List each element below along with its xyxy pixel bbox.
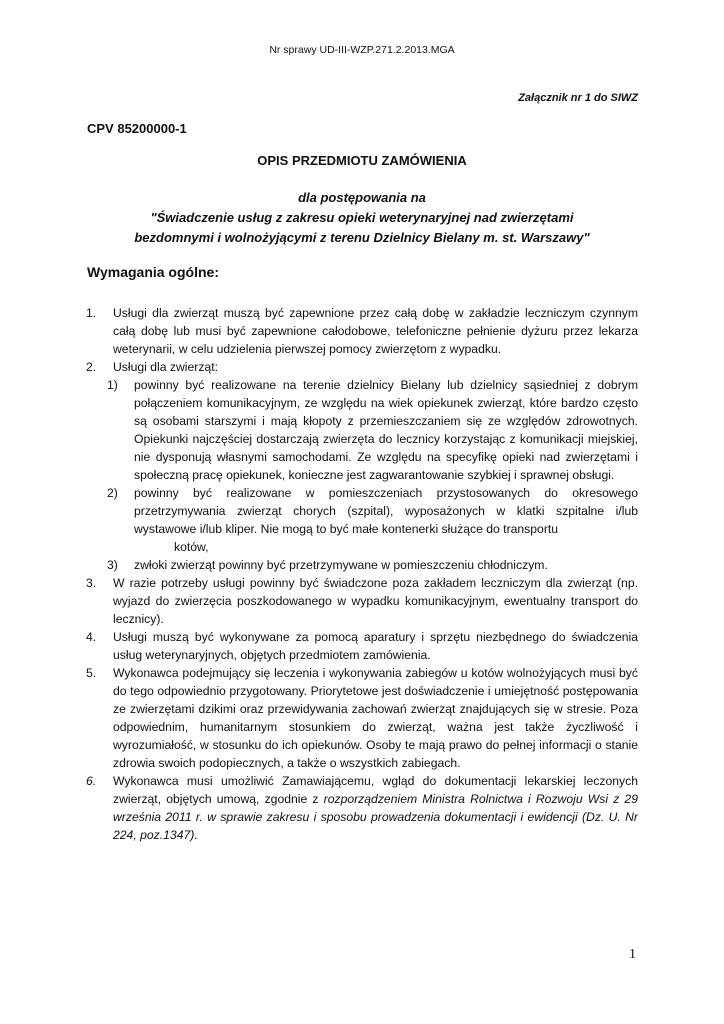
sub-item <box>86 484 638 556</box>
sub-item <box>86 556 638 574</box>
sub-item-tail: kotów, <box>174 540 209 554</box>
sub-item-text: powinny być realizowane na terenie dzielnicy Bielany lub dzielnicy sąsiedniej z dobrym połączeniem komunikacyjnym, ze względu na wiek opiekunek zwierząt, które bardzo często są osobami starszymi i mają kłopoty z przemieszczaniem się ze względów zdrowotnych. Opiekunki najczęściej dostarczają zwierzęta do lecznicy korzystając z komunikacji miejskiej, nie dysponują własnymi samochodami. Ze względu na specyfikę opieki nad zwierzętami i społeczną pracę opiekunek, konieczne jest zagwarantowanie szybkiej i sprawnej obsługi. <box>134 378 638 482</box>
section-heading: Wymagania ogólne: <box>87 264 219 280</box>
list-item <box>86 628 638 664</box>
list-item <box>86 772 638 844</box>
list-item <box>86 304 638 358</box>
case-reference: Nr sprawy UD-III-WZP.271.2.2013.MGA <box>269 44 455 56</box>
item-text: Usługi dla zwierząt: <box>113 360 218 374</box>
item-text: Usługi muszą być wykonywane za pomocą aparatury i sprzętu niezbędnego do świadczenia usług weterynaryjnych, objętych przedmiotem zamówienia. <box>113 630 638 662</box>
sub-item-text: zwłoki zwierząt powinny być przetrzymywane w pomieszczeniu chłodniczym. <box>134 558 548 572</box>
subtitle <box>0 188 724 248</box>
sub-item-number: 3) <box>107 558 118 572</box>
subtitle-line: "Świadczenie usług z zakresu opieki weterynaryjnej nad zwierzętami <box>150 210 574 225</box>
subtitle-line: dla postępowania na <box>298 190 426 205</box>
item-number: 2. <box>86 360 97 374</box>
item-number: 1. <box>86 306 97 320</box>
item-text: Usługi dla zwierząt muszą być zapewnione przez całą dobę w zakładzie leczniczym czynnym całą dobę lub musi być zapewnione całodobowe, telefoniczne pełnienie dyżuru przez lekarza weterynarii, w celu udzielenia pierwszej pomocy zwierzętom z wypadku. <box>113 306 638 356</box>
item-text: W razie potrzeby usługi powinny być świadczone poza zakładem leczniczym dla zwierząt (np. wyjazd do zwierzęcia poszkodowanego w wypadku komunikacyjnym, ewentualny transport do lecznicy). <box>113 576 638 626</box>
requirements-list <box>86 304 638 844</box>
cpv-code: CPV 85200000-1 <box>87 121 187 136</box>
sub-item <box>86 376 638 484</box>
page-number: 1 <box>629 947 636 962</box>
list-item <box>86 358 638 376</box>
document-title: OPIS PRZEDMIOTU ZAMÓWIENIA <box>257 153 467 168</box>
list-item <box>86 574 638 628</box>
item-number: 6. <box>86 774 97 788</box>
sub-item-number: 2) <box>107 486 118 500</box>
list-item <box>86 664 638 772</box>
item-number: 4. <box>86 630 97 644</box>
sub-item-text: powinny być realizowane w pomieszczeniach przystosowanych do okresowego przetrzymywania zwierząt chorych (szpital), wyposażonych w klatki szpitalne i/lub wystawowe i/lub kliper. Nie mogą to być małe kontenerki służące do transportu <box>134 486 638 536</box>
item-text: Wykonawca podejmujący się leczenia i wykonywania zabiegów u kotów wolnożyjących musi być do tego odpowiednio przygotowany. Priorytetowe jest doświadczenie i umiejętność postępowania ze zwierzętami dzikimi oraz przewidywania zachowań zwierząt znajdujących się w stresie. Poza odpowiednim, humanitarnym stosunkiem do zwierząt, ważna jest także życzliwość i wyrozumiałość, w stosunku do ich opiekunów. Osoby te mają prawo do pełnej informacji o stanie zdrowia swoich podopiecznych, a także o wszystkich zabiegach. <box>113 666 638 770</box>
subtitle-line: bezdomnymi i wolnożyjącymi z terenu Dzielnicy Bielany m. st. Warszawy" <box>134 230 590 245</box>
annex-label: Załącznik nr 1 do SIWZ <box>518 92 638 104</box>
item-number: 5. <box>86 666 97 680</box>
sub-item-number: 1) <box>107 378 118 392</box>
regulation-reference: rozporządzeniem Ministra Rolnictwa i Rozwoju Wsi z 29 września 2011 r. w sprawie zakresu i sposobu prowadzenia dokumentacji i ewidencji (Dz. U. Nr 224, poz.1347). <box>113 792 638 842</box>
item-number: 3. <box>86 576 97 590</box>
item-text: Wykonawca musi umożliwić Zamawiającemu, wgląd do dokumentacji lekarskiej leczonych zwierząt, objętych umową, zgodnie z <box>113 774 638 806</box>
